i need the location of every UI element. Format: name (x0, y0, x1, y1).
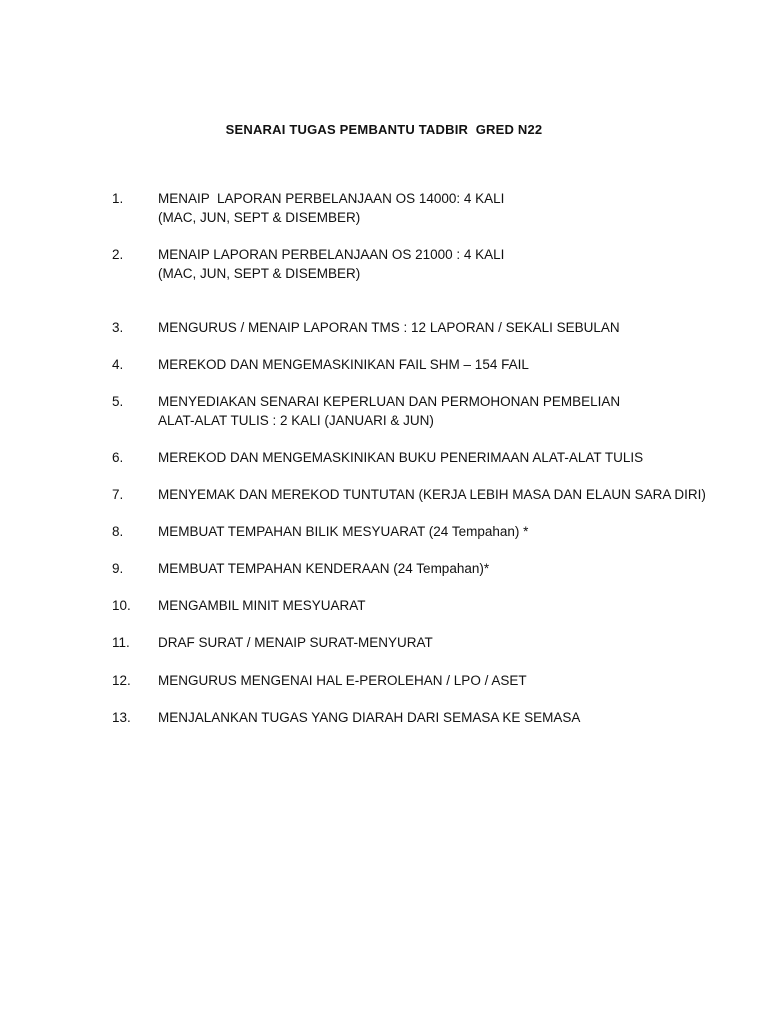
item-number: 7. (112, 487, 124, 502)
item-number: 5. (112, 394, 124, 409)
item-number: 13. (112, 710, 131, 725)
item-text: MEMBUAT TEMPAHAN KENDERAAN (24 Tempahan)* (158, 561, 490, 576)
item-text: MENGURUS MENGENAI HAL E-PEROLEHAN / LPO / ASET (158, 673, 527, 688)
item-number: 3. (112, 320, 124, 335)
item-line-1: MENAIP LAPORAN PERBELANJAAN OS 21000 : 4 KALI (158, 247, 505, 262)
item-number: 4. (112, 357, 124, 372)
item-number: 6. (112, 450, 124, 465)
item-line-1: MENAIP LAPORAN PERBELANJAAN OS 14000: 4 KALI (158, 191, 505, 206)
item-text: DRAF SURAT / MENAIP SURAT-MENYURAT (158, 635, 433, 650)
item-text (158, 246, 504, 283)
item-number: 10. (112, 598, 131, 613)
item-text (158, 190, 504, 227)
item-line-2: (MAC, JUN, SEPT & DISEMBER) (158, 209, 361, 225)
item-text (158, 393, 620, 430)
document-title: SENARAI TUGAS PEMBANTU TADBIR GRED N22 (225, 122, 543, 137)
item-text: MEMBUAT TEMPAHAN BILIK MESYUARAT (24 Tempahan) * (158, 524, 529, 539)
item-text: MENGAMBIL MINIT MESYUARAT (158, 598, 366, 613)
item-text: MEREKOD DAN MENGEMASKINIKAN FAIL SHM – 154 FAIL (158, 357, 529, 372)
item-number: 1. (112, 191, 124, 206)
item-text: MENGURUS / MENAIP LAPORAN TMS : 12 LAPORAN / SEKALI SEBULAN (158, 320, 620, 335)
item-number: 11. (112, 635, 130, 650)
item-line-2: (MAC, JUN, SEPT & DISEMBER) (158, 265, 361, 281)
item-number: 12. (112, 673, 131, 688)
item-number: 2. (112, 247, 124, 262)
item-text: MEREKOD DAN MENGEMASKINIKAN BUKU PENERIMAAN ALAT-ALAT TULIS (158, 450, 644, 465)
item-line-2: ALAT-ALAT TULIS : 2 KALI (JANUARI & JUN) (158, 412, 434, 428)
item-number: 8. (112, 524, 124, 539)
item-line-1: MENYEDIAKAN SENARAI KEPERLUAN DAN PERMOHONAN PEMBELIAN (158, 394, 621, 409)
item-text: MENJALANKAN TUGAS YANG DIARAH DARI SEMASA KE SEMASA (158, 710, 581, 725)
item-text: MENYEMAK DAN MEREKOD TUNTUTAN (KERJA LEBIH MASA DAN ELAUN SARA DIRI) (158, 487, 706, 502)
item-number: 9. (112, 561, 124, 576)
